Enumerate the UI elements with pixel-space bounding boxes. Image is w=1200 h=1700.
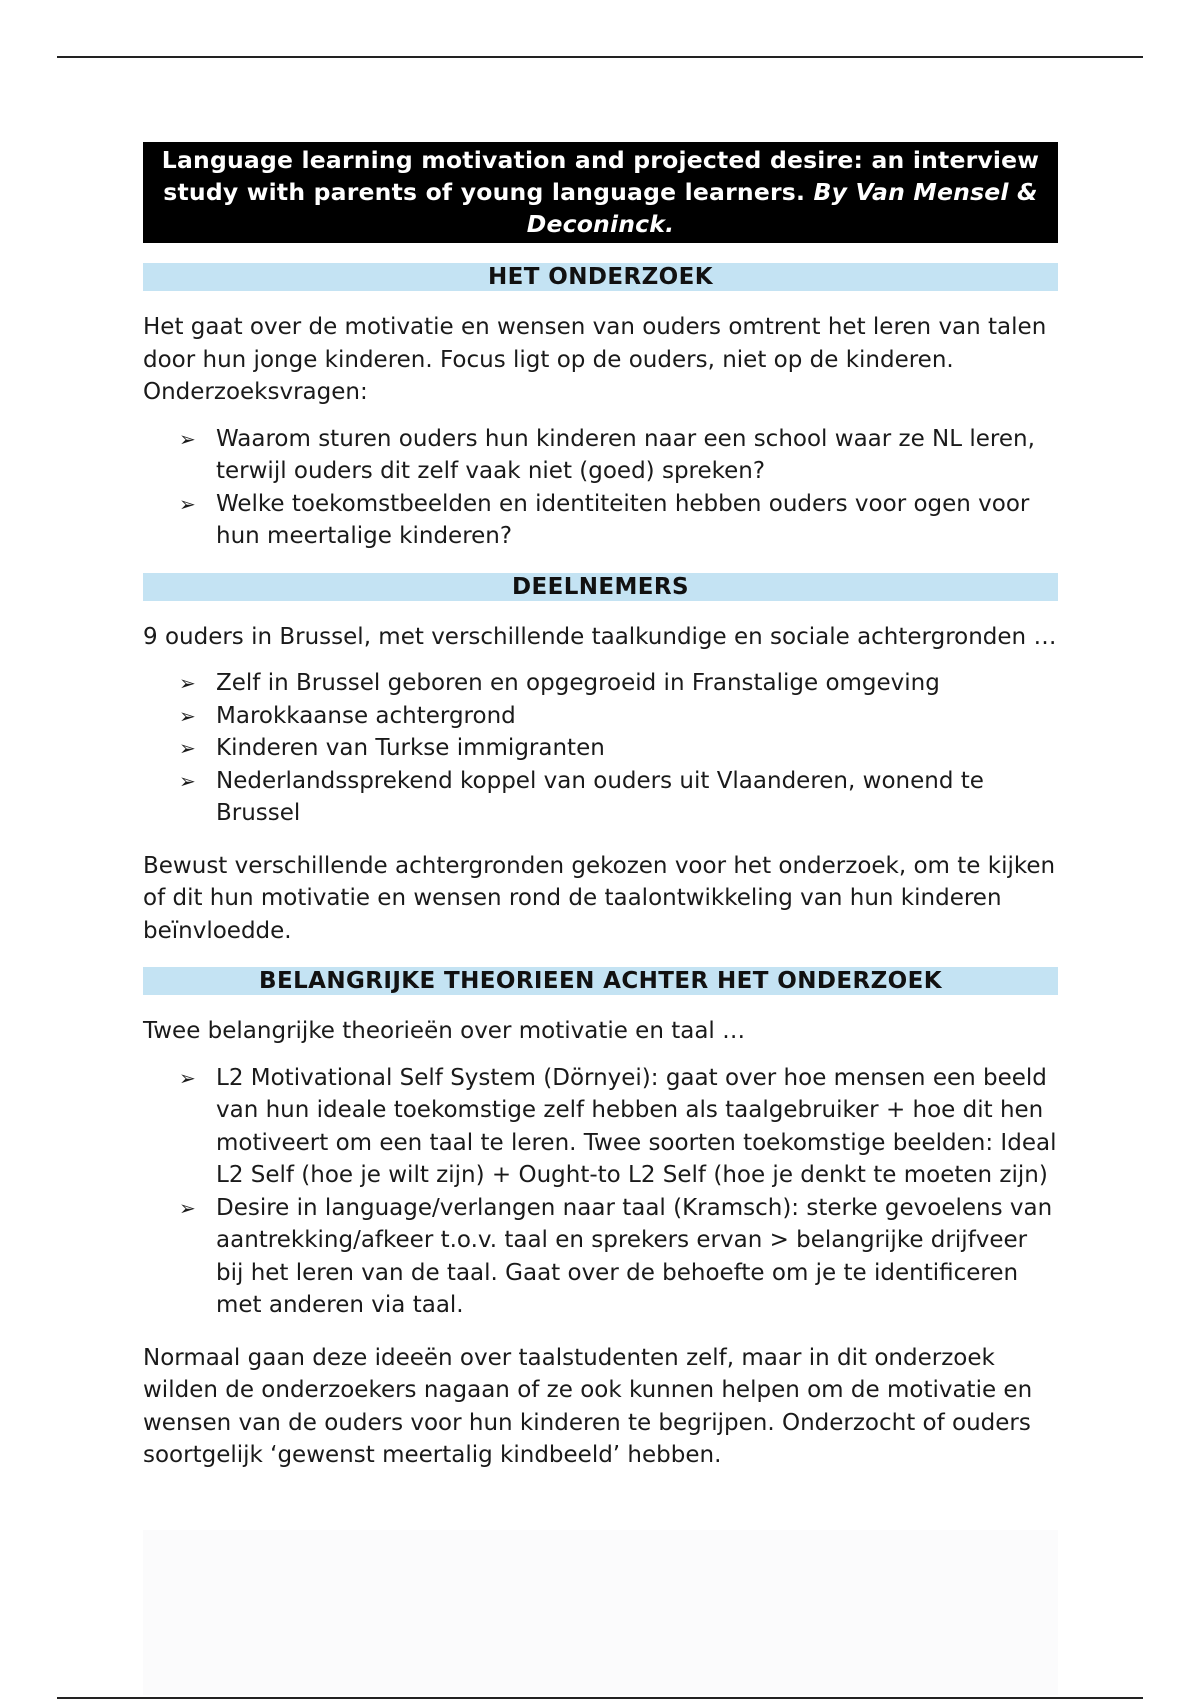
footer-rule [57, 1697, 1143, 1699]
section-heading-onderzoek: HET ONDERZOEK [143, 263, 1058, 291]
title-authors: By Van Mensel & Deconinck. [526, 178, 1038, 238]
header-rule [57, 56, 1143, 58]
list-item [143, 732, 1058, 765]
section-intro-theorieen: Twee belangrijke theorieën over motivatie en taal … [143, 1018, 746, 1044]
section-intro-deelnemers: 9 ouders in Brussel, met verschillende taalkundige en sociale achtergronden … [143, 623, 1057, 650]
bullet-list-onderzoek [143, 423, 1058, 553]
document-title [143, 142, 1058, 243]
title-main: Language learning motivation and projected desire: an interview study with parents of young language learners. [161, 146, 1040, 206]
list-item-text: Nederlandssprekend koppel van ouders uit Vlaanderen, wonend te Brussel [216, 767, 984, 826]
section-outro-deelnemers: Bewust verschillende achtergronden gekozen voor het onderzoek, om te kijken of dit hun motivatie en wensen rond de taalontwikkeling van hun kinderen beïnvloedde. [143, 852, 1056, 944]
list-item-text: Waarom sturen ouders hun kinderen naar een school waar ze NL leren, terwijl ouders dit zelf vaak niet (goed) spreken? [216, 425, 1035, 484]
bullet-list-theorieen [143, 1062, 1058, 1322]
arrow-bullet-icon: ➢ [179, 703, 196, 728]
arrow-bullet-icon: ➢ [179, 426, 196, 451]
list-item-text: Kinderen van Turkse immigranten [216, 735, 605, 761]
list-item-text: Desire in language/verlangen naar taal (Kramsch): sterke gevoelens van aantrekking/afkeer t.o.v. taal en sprekers ervan > belangrijke drijfveer bij het leren van de taal. Gaat over de behoefte om je te identificeren met anderen via taal. [216, 1194, 1053, 1318]
section-outro-theorieen: Normaal gaan deze ideeën over taalstudenten zelf, maar in dit onderzoek wilden de onderzoekers nagaan of ze ook kunnen helpen om de motivatie en wensen van de ouders voor hun kinderen te begrijpen. Onderzocht of ouders soortgelijk ‘gewenst meertalig kindbeeld’ hebben. [143, 1344, 1033, 1468]
list-item-text: Welke toekomstbeelden en identiteiten hebben ouders voor ogen voor hun meertalige kinderen? [216, 490, 1030, 549]
page-fade [143, 1530, 1058, 1695]
list-item [143, 488, 1058, 553]
list-item [143, 700, 1058, 733]
list-item [143, 1192, 1058, 1322]
list-item [143, 667, 1058, 700]
document-body [143, 142, 1058, 1472]
list-item-text: Marokkaanse achtergrond [216, 702, 516, 729]
list-item-text: L2 Motivational Self System (Dörnyei): gaat over hoe mensen een beeld van hun ideale toekomstige zelf hebben als taalgebruiker + hoe dit hen motiveert om een taal te leren. Twee soorten toekomstige beelden: Ideal L2 Self (hoe je wilt zijn) + Ought-to L2 Self (hoe je denkt te moeten zijn) [216, 1064, 1057, 1188]
arrow-bullet-icon: ➢ [179, 736, 196, 760]
bullet-list-deelnemers [143, 667, 1058, 830]
arrow-bullet-icon: ➢ [179, 1065, 196, 1090]
section-heading-deelnemers: DEELNEMERS [143, 573, 1058, 601]
section-heading-theorieen: BELANGRIJKE THEORIEEN ACHTER HET ONDERZOEK [143, 967, 1058, 995]
arrow-bullet-icon: ➢ [179, 1195, 196, 1220]
list-item-text: Zelf in Brussel geboren en opgegroeid in Franstalige omgeving [216, 670, 940, 696]
arrow-bullet-icon: ➢ [179, 491, 196, 516]
arrow-bullet-icon: ➢ [179, 671, 196, 695]
section-intro-onderzoek: Het gaat over de motivatie en wensen van ouders omtrent het leren van talen door hun jonge kinderen. Focus ligt op de ouders, niet op de kinderen. Onderzoeksvragen: [143, 314, 1047, 405]
list-item [143, 1062, 1058, 1192]
arrow-bullet-icon: ➢ [179, 768, 196, 793]
list-item [143, 423, 1058, 488]
list-item [143, 765, 1058, 830]
